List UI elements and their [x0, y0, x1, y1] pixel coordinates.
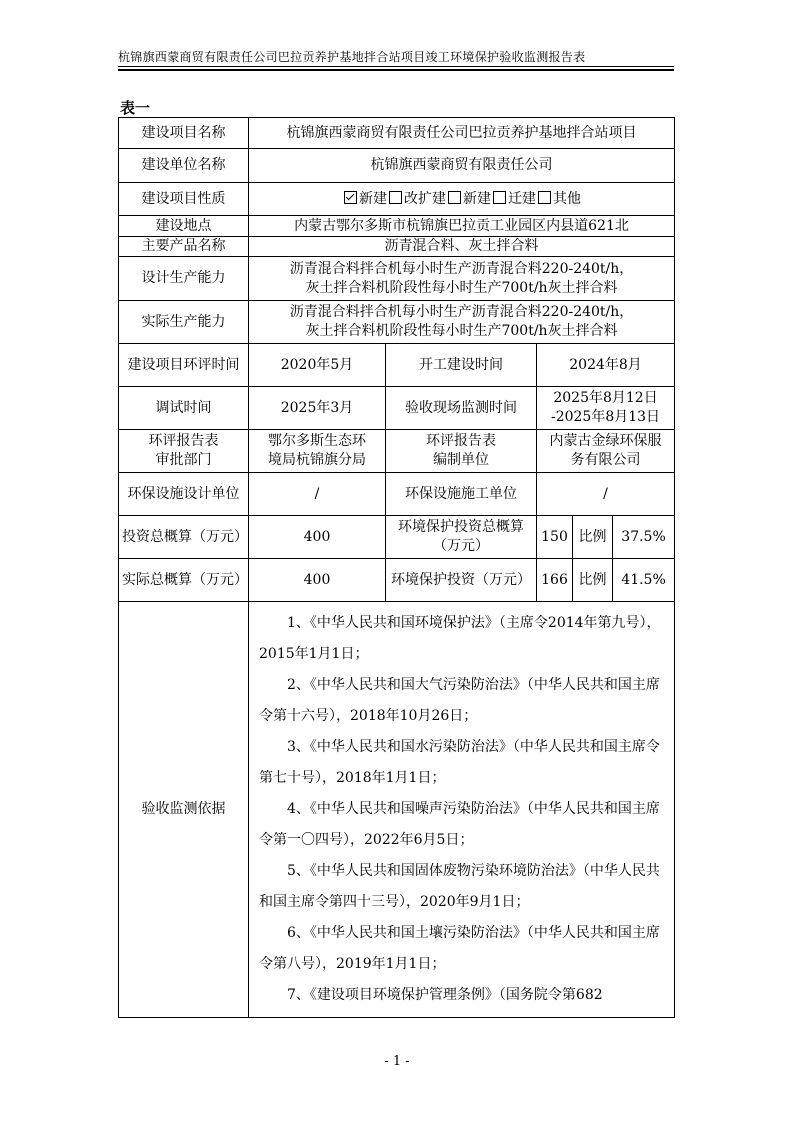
nature-options: 新建 改扩建 新建 迁建 其他	[249, 183, 675, 216]
env-investment-actual-value: 166	[537, 559, 573, 602]
table-row	[119, 473, 675, 516]
construction-start-value: 2024年8月	[537, 344, 675, 387]
page-number: - 1 -	[384, 1054, 410, 1069]
checkbox-empty-icon	[389, 191, 402, 204]
row-label: 环评报告表 审批部门	[119, 430, 249, 473]
row-label: 建设地点	[119, 216, 249, 237]
row-label: 验收监测依据	[119, 602, 249, 1018]
design-capacity-value: 沥青混合料拌合机每小时生产沥青混合料220-240t/h， 灰土拌合料机阶段性每小时生产700t/h灰土拌合料	[249, 257, 675, 301]
header-rule-thick	[118, 69, 674, 71]
ratio-label: 比例	[573, 559, 613, 602]
row-label: 环评报告表 编制单位	[386, 430, 537, 473]
list-item: 1、《中华人民共和国环境保护法》（主席令2014年第九号），2015年1月1日；	[259, 615, 661, 662]
report-header-title: 杭锦旗西蒙商贸有限责任公司巴拉贡养护基地拌合站项目竣工环境保护验收监测报告表	[118, 50, 586, 64]
eia-time-value: 2020年5月	[249, 344, 386, 387]
monitoring-basis-list	[249, 602, 675, 1018]
actual-capacity-value: 沥青混合料拌合机每小时生产沥青混合料220-240t/h， 灰土拌合料机阶段性每小时生产700t/h灰土拌合料	[249, 301, 675, 344]
env-investment-estimate-value: 150	[537, 516, 573, 559]
location-value: 内蒙古鄂尔多斯市杭锦旗巴拉贡工业园区内县道621北	[249, 216, 675, 237]
table-row	[119, 257, 675, 301]
table-row	[119, 387, 675, 430]
table-row	[119, 216, 675, 237]
row-label: 开工建设时间	[386, 344, 537, 387]
row-label: 建设项目性质	[119, 183, 249, 216]
checkbox-empty-icon	[448, 191, 461, 204]
ratio-value: 41.5%	[613, 559, 675, 602]
investment-estimate-value: 400	[249, 516, 386, 559]
project-name-value: 杭锦旗西蒙商贸有限责任公司巴拉贡养护基地拌合站项目	[249, 118, 675, 149]
checkbox-empty-icon	[493, 191, 506, 204]
table-row	[119, 559, 675, 602]
investment-actual-value: 400	[249, 559, 386, 602]
list-item: 6、《中华人民共和国土壤污染防治法》（中华人民共和国主席令第八号），2019年1月1日；	[259, 925, 660, 972]
table-row	[119, 430, 675, 473]
list-item: 7、《建设项目环境保护管理条例》（国务院令第682	[287, 987, 603, 1003]
header-rule-thin	[118, 66, 674, 67]
approval-department-value: 鄂尔多斯生态环 境局杭锦旗分局	[249, 430, 386, 473]
facility-design-unit-value: /	[249, 473, 386, 516]
table-row	[119, 516, 675, 559]
ratio-label: 比例	[573, 516, 613, 559]
list-item: 5、《中华人民共和国固体废物污染环境防治法》（中华人民共和国主席令第四十三号），2020年9月1日；	[259, 863, 660, 910]
project-info-table	[118, 117, 675, 1018]
table-row	[119, 344, 675, 387]
checkbox-empty-icon	[538, 191, 551, 204]
row-label: 建设单位名称	[119, 149, 249, 183]
unit-name-value: 杭锦旗西蒙商贸有限责任公司	[249, 149, 675, 183]
report-compiler-value: 内蒙古金绿环保服 务有限公司	[537, 430, 675, 473]
monitoring-time-value: 2025年8月12日 -2025年8月13日	[537, 387, 675, 430]
row-label: 验收现场监测时间	[386, 387, 537, 430]
table-row	[119, 301, 675, 344]
table-row	[119, 237, 675, 257]
debug-time-value: 2025年3月	[249, 387, 386, 430]
ratio-value: 37.5%	[613, 516, 675, 559]
row-label: 主要产品名称	[119, 237, 249, 257]
list-item: 4、《中华人民共和国噪声污染防治法》（中华人民共和国主席令第一〇四号），2022年6月5日；	[259, 801, 660, 848]
table-row	[119, 118, 675, 149]
checkbox-checked-icon	[344, 191, 357, 204]
list-item: 3、《中华人民共和国水污染防治法》（中华人民共和国主席令第七十号），2018年1月1日；	[259, 739, 660, 786]
table-row	[119, 183, 675, 216]
product-value: 沥青混合料、灰土拌合料	[249, 237, 675, 257]
list-item: 2、《中华人民共和国大气污染防治法》（中华人民共和国主席令第十六号），2018年10月26日；	[259, 677, 660, 724]
row-label: 建设项目名称	[119, 118, 249, 149]
table-row	[119, 149, 675, 183]
facility-construction-unit-value: /	[537, 473, 675, 516]
row-label: 环境保护投资（万元）	[386, 559, 537, 602]
row-label: 环保设施施工单位	[386, 473, 537, 516]
table-caption: 表一	[120, 99, 151, 117]
row-label: 调试时间	[119, 387, 249, 430]
row-label: 环境保护投资总概算（万元）	[386, 516, 537, 559]
row-label: 建设项目环评时间	[119, 344, 249, 387]
row-label: 实际总概算（万元）	[119, 559, 249, 602]
row-label: 环保设施设计单位	[119, 473, 249, 516]
table-row	[119, 602, 675, 1018]
row-label: 实际生产能力	[119, 301, 249, 344]
row-label: 投资总概算（万元）	[119, 516, 249, 559]
row-label: 设计生产能力	[119, 257, 249, 301]
